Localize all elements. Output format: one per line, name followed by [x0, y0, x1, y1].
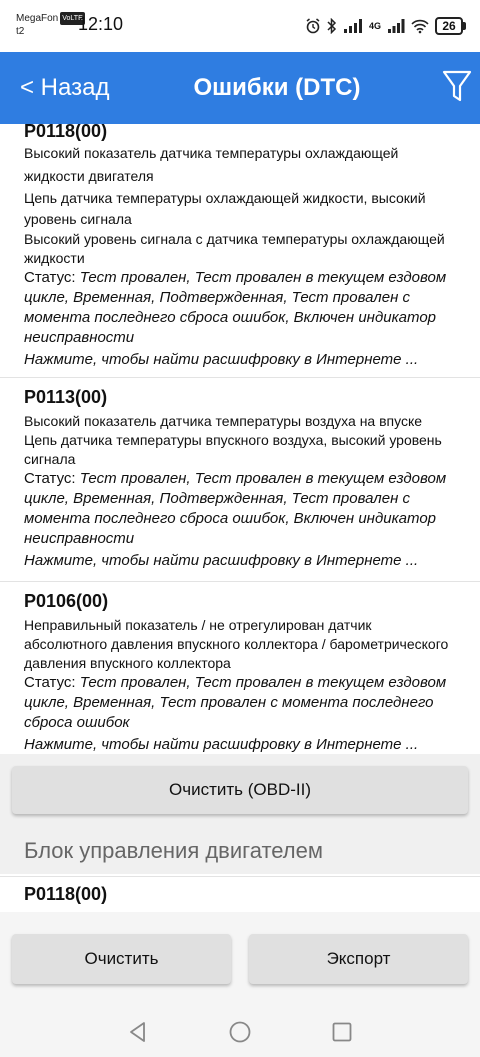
clear-button[interactable]: Очистить	[12, 934, 231, 984]
nav-home-icon	[228, 1020, 252, 1044]
dtc-item[interactable]	[0, 582, 480, 754]
dtc-list[interactable]	[0, 124, 480, 912]
search-online-link[interactable]: Нажмите, чтобы найти расшифровку в Интернете ...	[24, 552, 419, 569]
status-value: Тест провален, Тест провален в текущем ездовом цикле, Временная, Тест провален с момента последнего сброса ошибок	[24, 674, 447, 731]
battery-level: 26	[435, 17, 463, 35]
status-label: Статус:	[24, 470, 76, 487]
status-time: 12:10	[78, 14, 124, 34]
dtc-description: Высокий показатель датчика температуры воздуха на впуске	[24, 413, 423, 429]
dtc-item[interactable]	[0, 378, 480, 582]
nav-recent-button[interactable]	[330, 1020, 354, 1044]
bluetooth-icon	[327, 18, 337, 34]
nav-home-button[interactable]	[228, 1020, 252, 1044]
status-icons	[305, 16, 466, 36]
dtc-code: P0106(00)	[24, 591, 109, 611]
dtc-code: P0113(00)	[24, 387, 108, 407]
dtc-description: Высокий уровень сигнала с датчика температуры охлаждающей жидкости	[24, 231, 445, 266]
export-button[interactable]: Экспорт	[249, 934, 468, 984]
dtc-status	[24, 469, 456, 549]
carrier-name: MegaFon	[16, 13, 59, 24]
status-value: Тест провален, Тест провален в текущем ездовом цикле, Временная, Подтвержденная, Тест провален с момента последнего сброса ошибок, Включен индикатор неисправности	[24, 269, 447, 346]
dtc-description: Высокий показатель датчика температуры охлаждающей жидкости двигателя	[24, 145, 399, 184]
wifi-icon	[411, 18, 429, 34]
app-bar	[0, 52, 480, 124]
carrier-info	[16, 12, 85, 38]
dtc-code: P0118(00)	[24, 884, 108, 904]
dtc-description: Неправильный показатель / не отрегулирован датчик абсолютного давления впускного коллектора / барометрического давления впускного коллектора	[24, 617, 449, 671]
obd-section	[0, 754, 480, 874]
clear-obd-button[interactable]: Очистить (OBD-II)	[12, 766, 468, 814]
bottom-action-bar	[0, 912, 480, 1008]
dtc-description: Цепь датчика температуры охлаждающей жидкости, высокий уровень сигнала	[24, 190, 426, 227]
dtc-status	[24, 673, 456, 733]
status-value: Тест провален, Тест провален в текущем ездовом цикле, Временная, Подтвержденная, Тест провален с момента последнего сброса ошибок, Включен индикатор неисправности	[24, 470, 447, 547]
status-bar	[0, 0, 480, 52]
filter-button[interactable]	[438, 66, 476, 106]
carrier-name-2: t2	[16, 26, 25, 37]
nav-back-button[interactable]	[126, 1020, 150, 1044]
dtc-item[interactable]	[0, 876, 480, 912]
search-online-link[interactable]: Нажмите, чтобы найти расшифровку в Интернете ...	[24, 736, 419, 753]
status-label: Статус:	[24, 269, 76, 286]
volte-badge: VoLTE	[60, 12, 85, 25]
battery-indicator	[435, 17, 466, 35]
dtc-description: Цепь датчика температуры впускного воздуха, высокий уровень сигнала	[24, 432, 442, 467]
network-type: 4G	[368, 21, 381, 31]
dtc-status	[24, 268, 456, 348]
system-nav-bar	[0, 1008, 480, 1057]
signal-2-icon	[387, 18, 405, 34]
signal-icon	[343, 18, 363, 34]
filter-icon	[438, 66, 476, 106]
back-button[interactable]: < Назад	[20, 74, 110, 101]
dtc-code: P0118(00)	[24, 124, 108, 141]
status-label: Статус:	[24, 674, 76, 691]
page-title-text: Ошибки (DTC)	[193, 74, 361, 101]
nav-recent-icon	[330, 1020, 354, 1044]
nav-back-icon	[126, 1020, 150, 1044]
alarm-icon	[305, 18, 321, 34]
search-online-link[interactable]: Нажмите, чтобы найти расшифровку в Интернете ...	[24, 351, 419, 368]
section-header: Блок управления двигателем	[24, 838, 323, 863]
dtc-item[interactable]	[0, 124, 480, 378]
